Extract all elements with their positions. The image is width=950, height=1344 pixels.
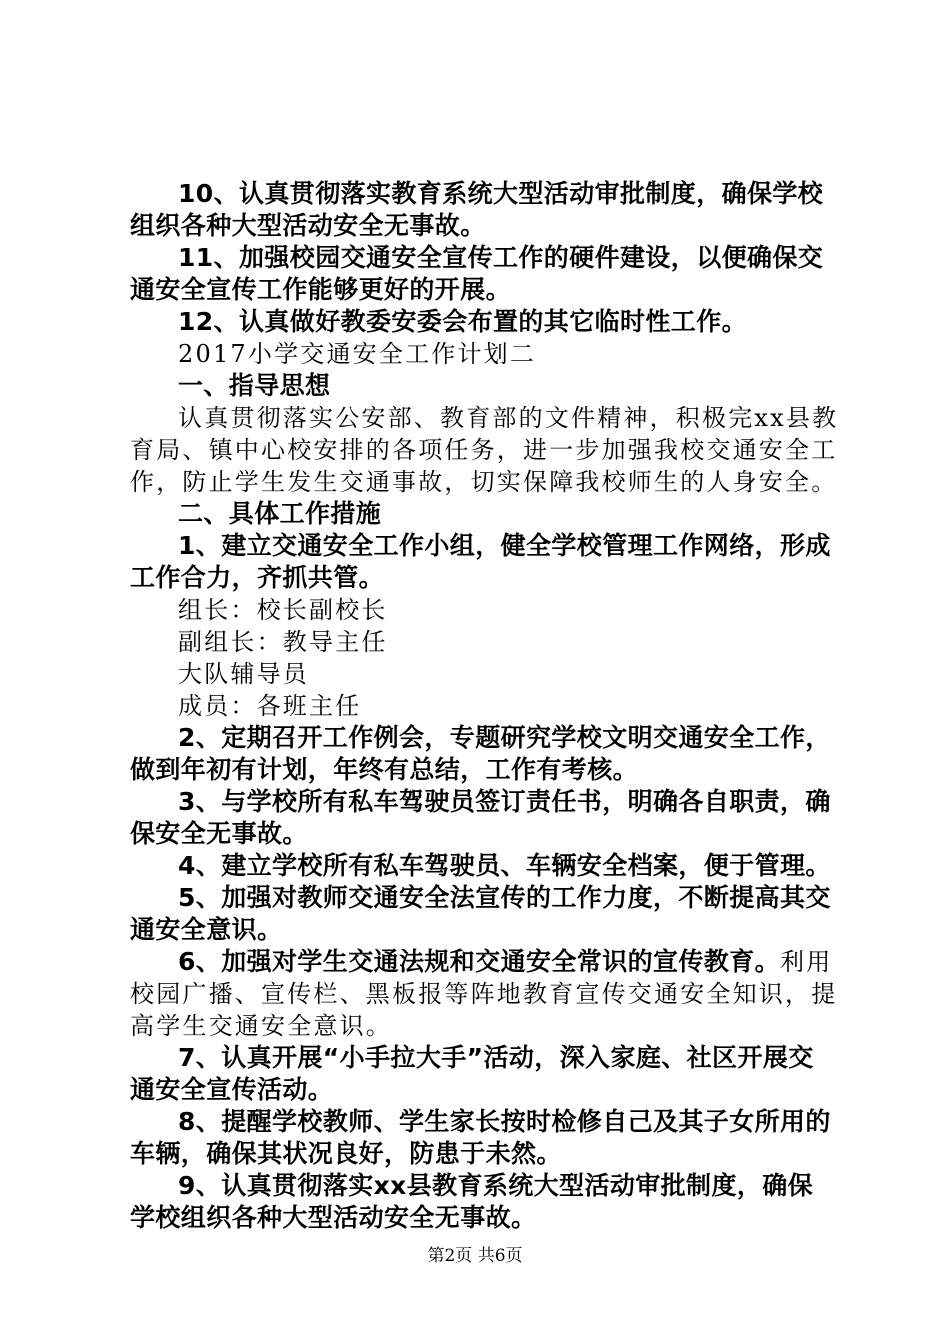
page-number: 第2页 共6页 — [427, 1246, 523, 1266]
paragraph-line: 组织各种大型活动安全无事故。 — [130, 211, 486, 240]
paragraph-line: 学校组织各种大型活动安全无事故。 — [130, 1203, 537, 1232]
paragraph-line: 通安全宣传工作能够更好的开展。 — [130, 275, 512, 304]
paragraph-line: 3、与学校所有私车驾驶员签订责任书，明确各自职责，确 — [178, 787, 831, 816]
section-heading: 二、具体工作措施 — [178, 499, 382, 528]
paragraph-line: 认真贯彻落实公安部、教育部的文件精神，积极完xx县教 — [178, 404, 839, 432]
paragraph-line: 9、认真贯彻落实xx县教育系统大型活动审批制度，确保 — [178, 1171, 814, 1200]
paragraph-line: 11、加强校园交通安全宣传工作的硬件建设，以便确保交 — [178, 243, 824, 272]
paragraph-line: 车辆，确保其状况良好，防患于未然。 — [130, 1139, 562, 1168]
paragraph-line: 10、认真贯彻落实教育系统大型活动审批制度，确保学校 — [178, 179, 824, 208]
paragraph-line: 4、建立学校所有私车驾驶员、车辆安全档案，便于管理。 — [178, 851, 831, 880]
paragraph-line: 保安全无事故。 — [130, 819, 308, 848]
paragraph-line: 通安全宣传活动。 — [130, 1075, 334, 1104]
section-title: 2017小学交通安全工作计划二 — [178, 340, 537, 368]
page-footer — [0, 1241, 950, 1266]
paragraph-line: 成员：各班主任 — [178, 692, 362, 720]
paragraph-line: 大队辅导员 — [178, 660, 309, 688]
paragraph-line: 作，防止学生发生交通事故，切实保障我校师生的人身安全。 — [130, 468, 838, 496]
paragraph-line: 1、建立交通安全工作小组，健全学校管理工作网络，形成 — [178, 531, 831, 560]
paragraph-line: 5、加强对教师交通安全法宣传的工作力度，不断提高其交 — [178, 883, 831, 912]
paragraph-line: 高学生交通安全意识。 — [130, 1012, 392, 1040]
paragraph-line: 通安全意识。 — [130, 915, 283, 944]
paragraph-line — [130, 944, 833, 980]
paragraph-line: 7、认真开展“小手拉大手”活动，深入家庭、社区开展交 — [178, 1043, 814, 1072]
paragraph-line: 2、定期召开工作例会，专题研究学校文明交通安全工作， — [178, 723, 831, 752]
paragraph-line: 12、认真做好教委安委会布置的其它临时性工作。 — [178, 307, 747, 336]
paragraph-line: 校园广播、宣传栏、黑板报等阵地教育宣传交通安全知识，提 — [130, 980, 838, 1008]
paragraph-fragment: 6、加强对学生交通法规和交通安全常识的宣传教育。 — [178, 947, 780, 976]
paragraph-line: 做到年初有计划，年终有总结，工作有考核。 — [130, 755, 639, 784]
paragraph-fragment: 利用 — [780, 948, 833, 976]
paragraph-line: 8、提醒学校教师、学生家长按时检修自己及其子女所用的 — [178, 1107, 831, 1136]
paragraph-line: 育局、镇中心校安排的各项任务，进一步加强我校交通安全工 — [130, 436, 838, 464]
paragraph-line: 组长：校长副校长 — [178, 596, 388, 624]
paragraph-line: 工作合力，齐抓共管。 — [130, 563, 385, 592]
paragraph-line: 副组长：教导主任 — [178, 628, 388, 656]
section-heading: 一、指导思想 — [178, 371, 331, 400]
